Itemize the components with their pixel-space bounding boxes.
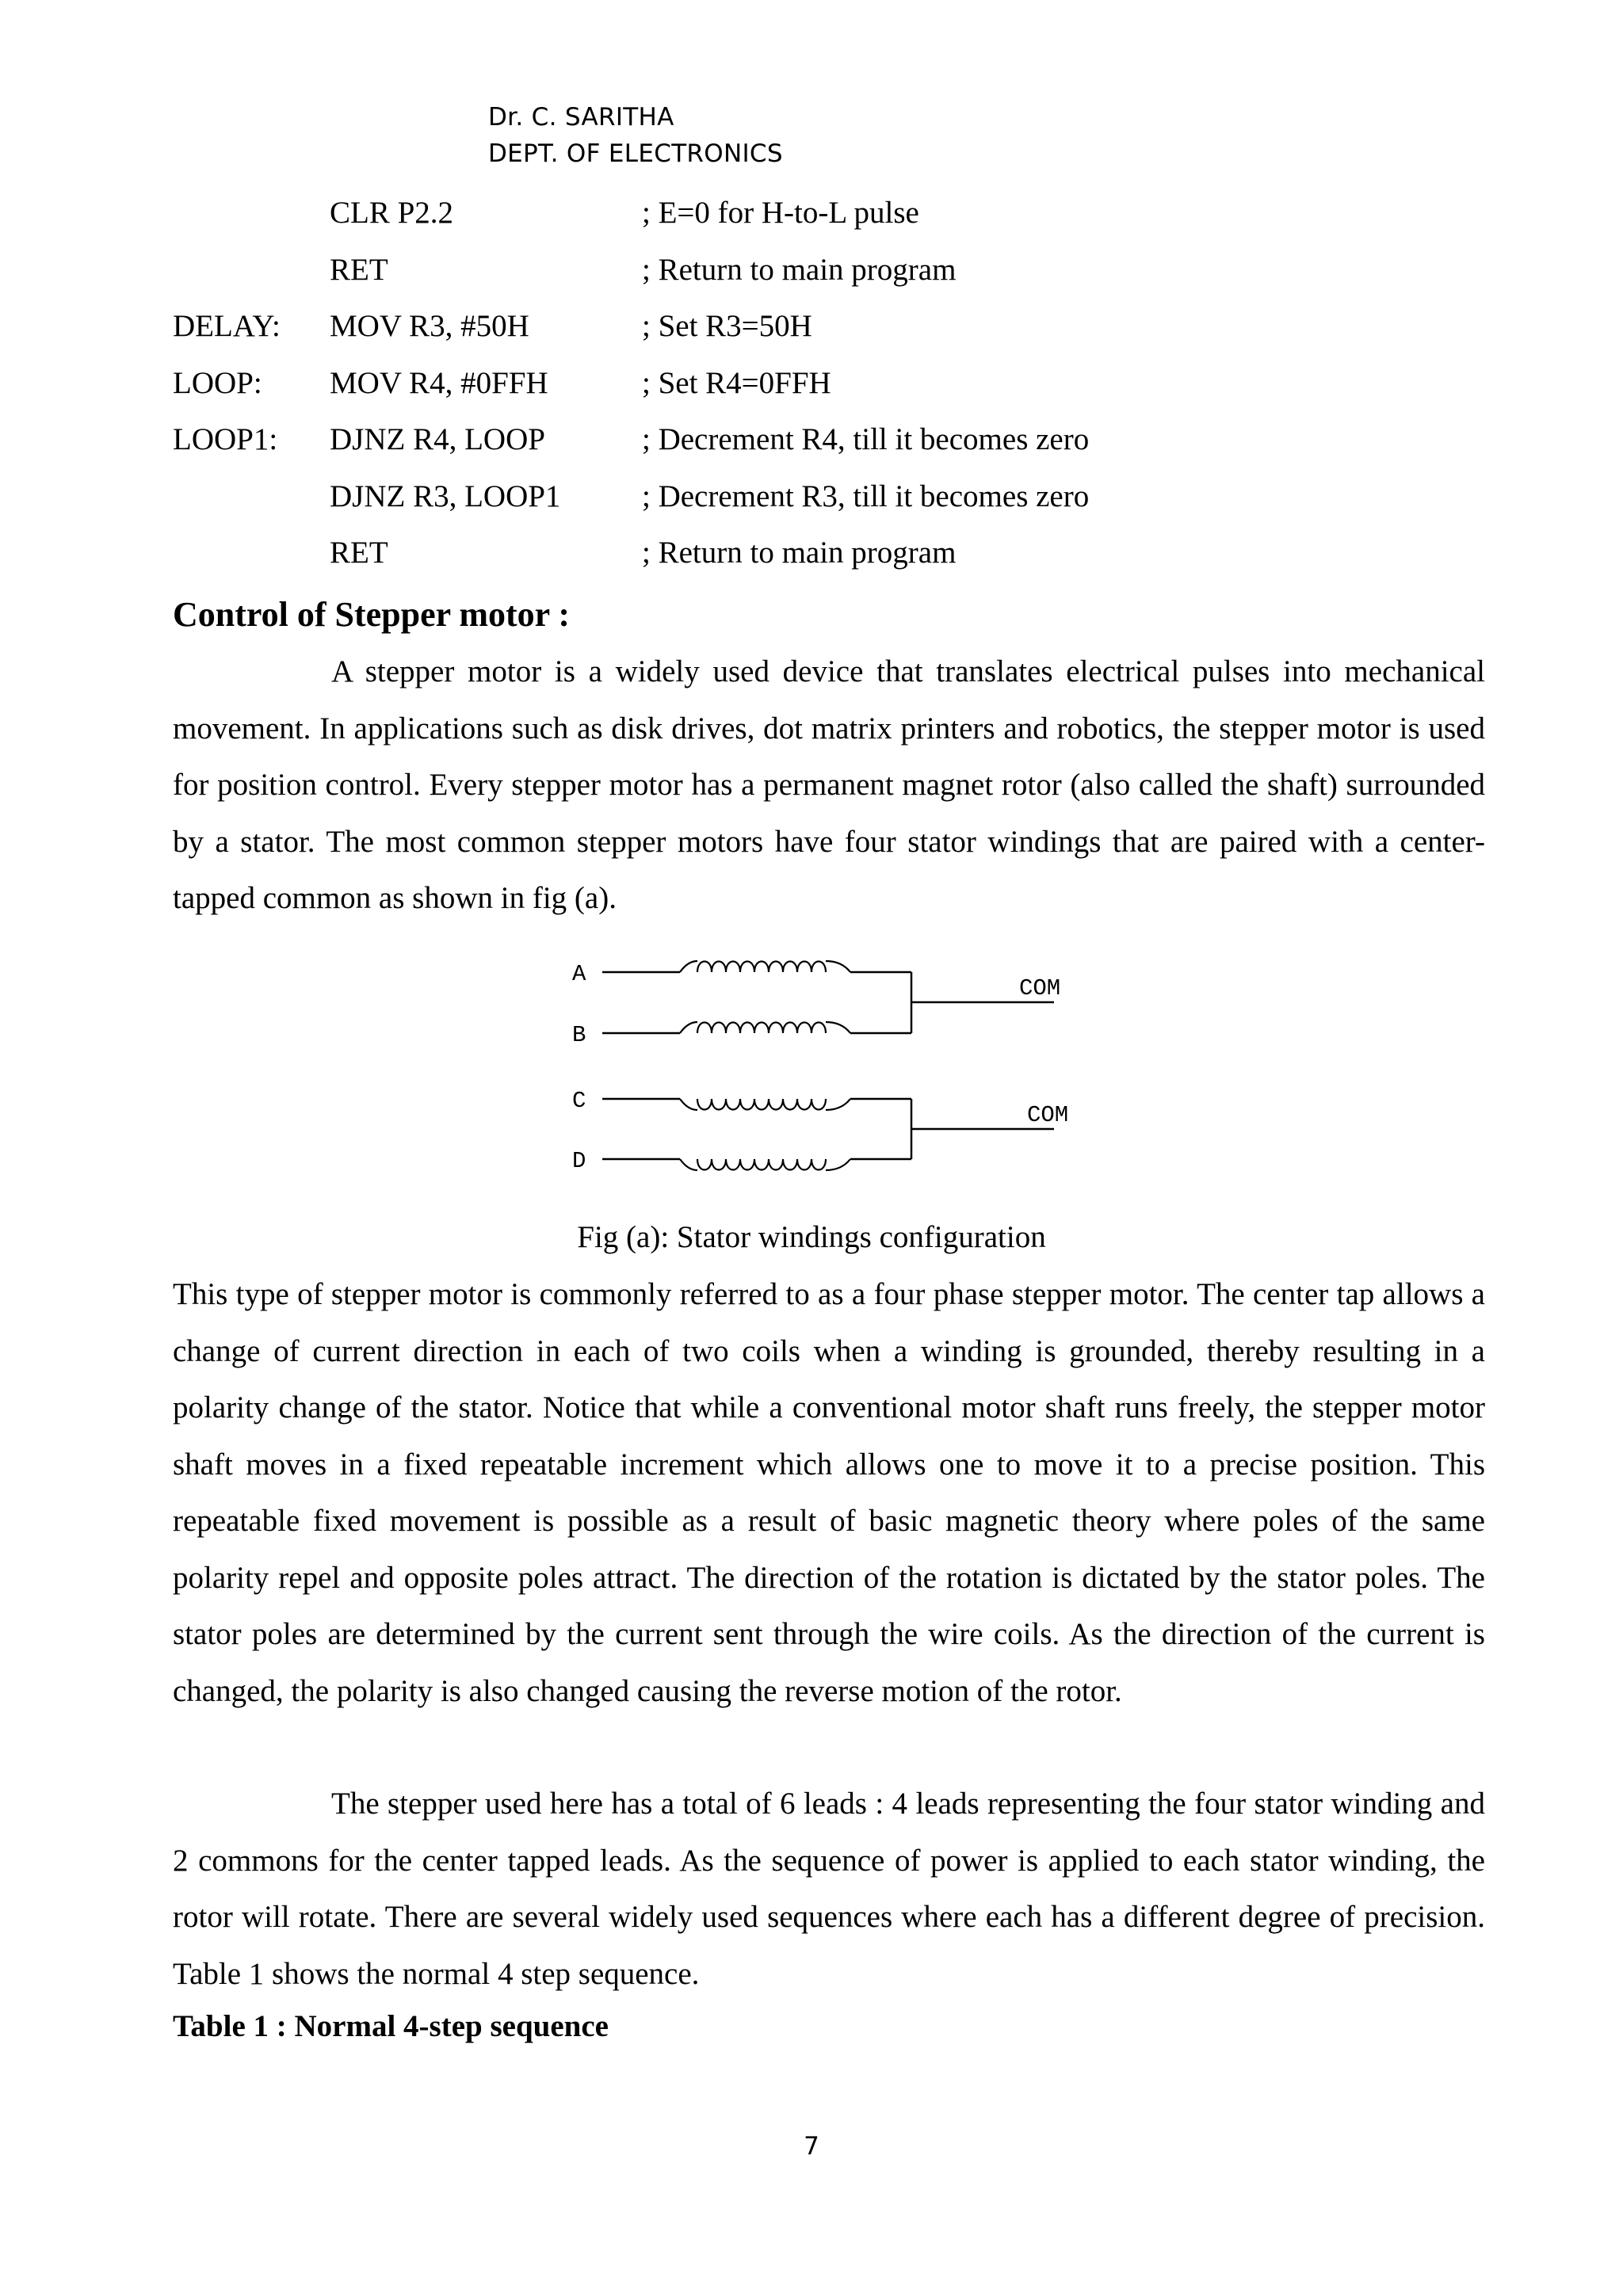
code-comment: ; Decrement R3, till it becomes zero	[642, 479, 1090, 513]
section-title: Control of Stepper motor :	[173, 595, 571, 634]
coil-d	[680, 1159, 850, 1170]
table-caption: Table 1 : Normal 4-step sequence	[173, 2009, 609, 2043]
code-instruction: CLR P2.2	[330, 196, 454, 230]
code-instruction: RET	[330, 536, 388, 570]
code-instruction: MOV R3, #50H	[330, 309, 529, 343]
code-comment: ; E=0 for H-to-L pulse	[642, 196, 919, 230]
code-comment: ; Return to main program	[642, 252, 957, 287]
lead-label-c: C	[572, 1088, 586, 1114]
code-comment: ; Return to main program	[642, 536, 957, 570]
code-instruction: RET	[330, 252, 388, 287]
common-label-1: COM	[1019, 975, 1061, 1001]
common-label-2: COM	[1027, 1102, 1069, 1128]
figure-caption: Fig (a): Stator windings configuration	[577, 1220, 1046, 1254]
code-label: LOOP1:	[173, 422, 278, 456]
code-instruction: MOV R4, #0FFH	[330, 365, 548, 400]
code-instruction: DJNZ R3, LOOP1	[330, 479, 561, 513]
paragraph-four-phase: This type of stepper motor is commonly referred to as a four phase stepper motor. The center tap allows a change of current direction in each of two coils when a winding is grounded, thereby resulting in a polarity change of the stator. Notice that while a conventional motor shaft runs freely, the stepper motor shaft moves in a fixed repeatable increment which allows one to move it to a precise position. This repeatable fixed movement is possible as a result of basic magnetic theory where poles of the same polarity repel and opposite poles attract. The direction of the rotation is dictated by the stator poles. The stator poles are determined by the current sent through the wire coils. As the direction of the current is changed, the polarity is also changed causing the reverse motion of the rotor.	[173, 1277, 1485, 1708]
page-number: 7	[804, 2132, 819, 2161]
code-comment: ; Decrement R4, till it becomes zero	[642, 422, 1090, 456]
stator-windings-diagram	[569, 951, 1108, 1196]
code-comment: ; Set R4=0FFH	[642, 365, 831, 400]
code-label: DELAY:	[173, 309, 281, 343]
coil-c	[680, 1099, 850, 1110]
header-dept: DEPT. OF ELECTRONICS	[488, 139, 783, 168]
lead-label-d: D	[572, 1148, 586, 1174]
code-comment: ; Set R3=50H	[642, 309, 812, 343]
code-instruction: DJNZ R4, LOOP	[330, 422, 545, 456]
page-header	[488, 99, 783, 172]
header-author: Dr. C. SARITHA	[488, 103, 674, 132]
code-label: LOOP:	[173, 365, 262, 400]
coil-b	[680, 1022, 850, 1033]
lead-label-a: A	[572, 961, 586, 987]
coil-a	[680, 961, 850, 972]
paragraph-intro: A stepper motor is a widely used device that translates electrical pulses into mechanical movement. In applications such as disk drives, dot matrix printers and robotics, the stepper motor is used for position control. Every stepper motor has a permanent magnet rotor (also called the shaft) surrounded by a stator. The most common stepper motors have four stator windings that are paired with a center-tapped common as shown in fig (a).	[173, 654, 1485, 915]
lead-label-b: B	[572, 1022, 586, 1048]
paragraph-leads: The stepper used here has a total of 6 leads : 4 leads representing the four stator winding and 2 commons for the center tapped leads. As the sequence of power is applied to each stator winding, the rotor will rotate. There are several widely used sequences where each has a different degree of precision. Table 1 shows the normal 4 step sequence.	[173, 1787, 1485, 1991]
